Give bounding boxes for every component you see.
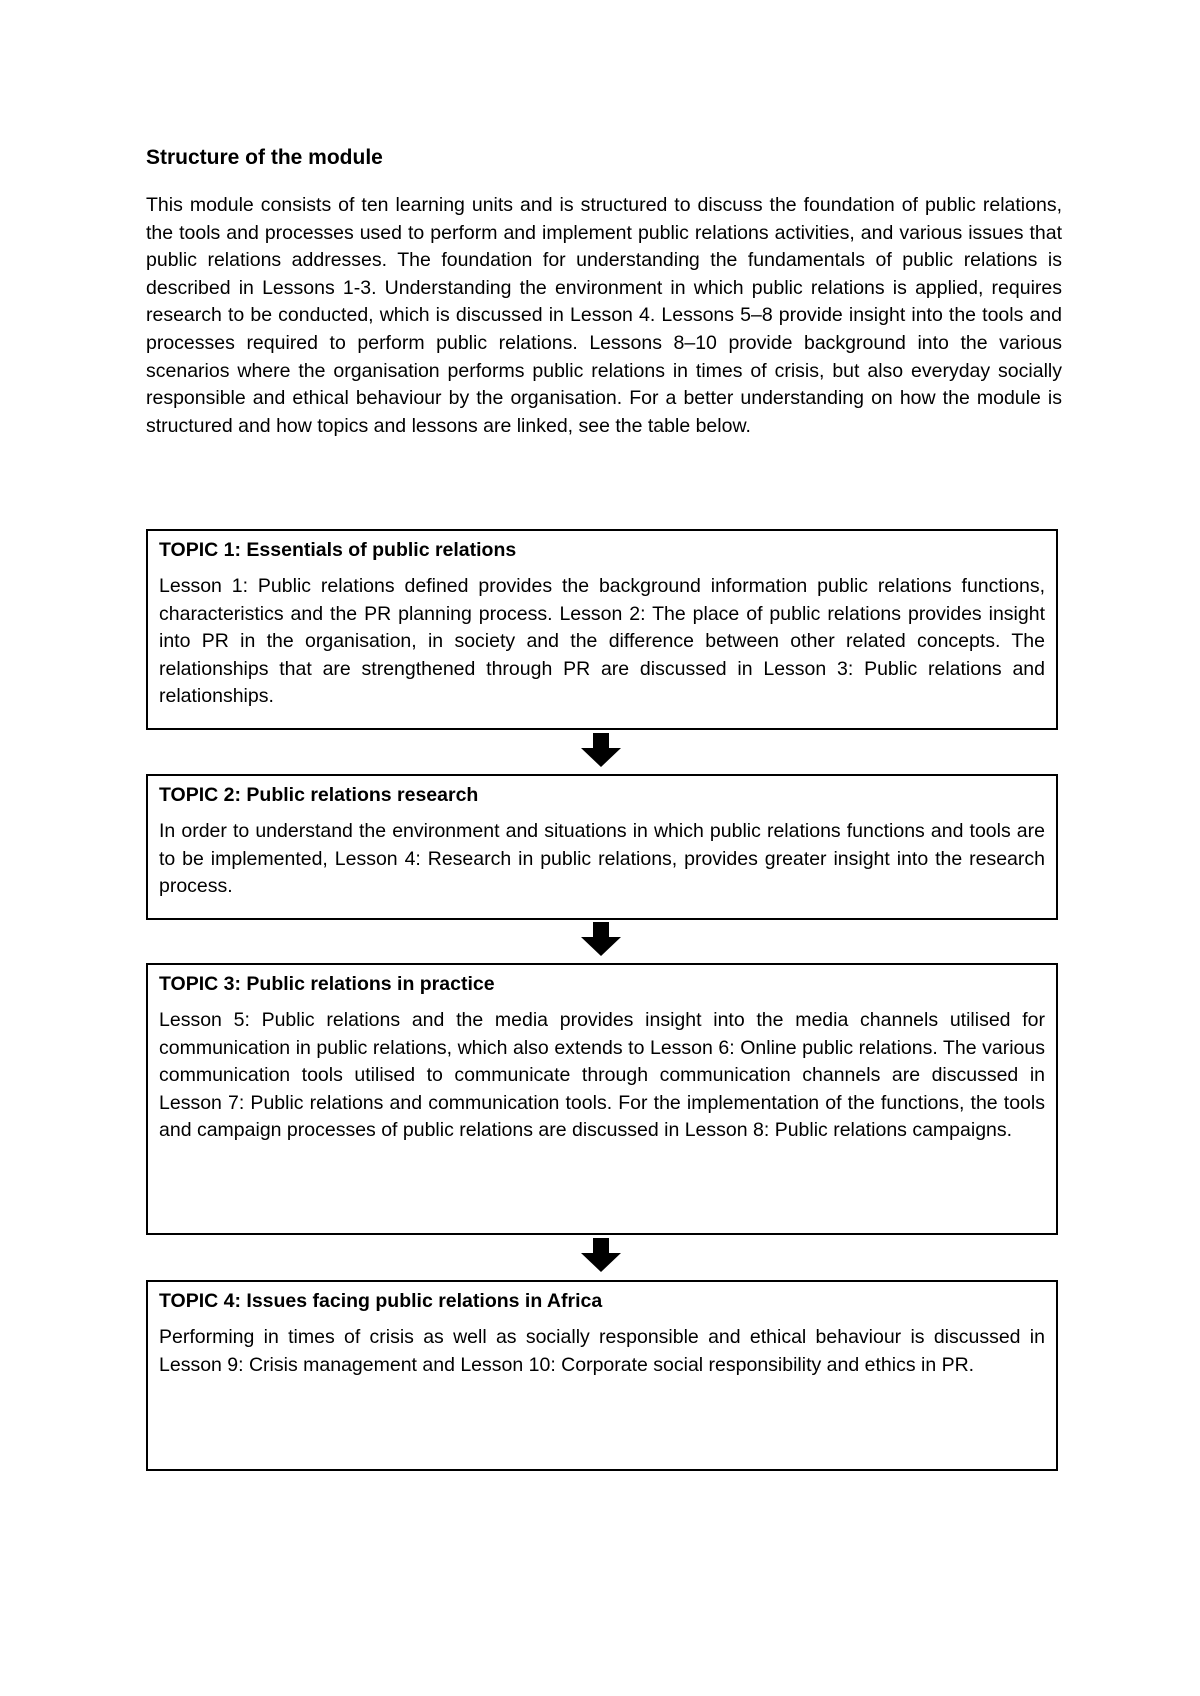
- topic-2-title: TOPIC 2: Public relations research: [159, 784, 479, 806]
- topic-2-box: [146, 774, 1058, 920]
- topic-1-box: [146, 529, 1058, 730]
- topic-1-title: TOPIC 1: Essentials of public relations: [159, 539, 517, 561]
- down-arrow-icon: [581, 922, 621, 956]
- section-heading: Structure of the module: [146, 146, 383, 169]
- topic-4-text: Performing in times of crisis as well as socially responsible and ethical behaviour is discussed in Lesson 9: Crisis management and Lesson 10: Corporate social responsibility and ethics in PR.: [159, 1326, 1045, 1376]
- topic-4-box: [146, 1280, 1058, 1471]
- intro-paragraph: This module consists of ten learning units and is structured to discuss the foundation of public relations, the tools and processes used to perform and implement public relations activities, and various issues that public relations addresses. The foundation for understanding the fundamentals of public relations is described in Lessons 1-3. Understanding the environment in which public relations is applied, requires research to be conducted, which is discussed in Lesson 4. Lessons 5–8 provide insight into the tools and processes required to perform public relations. Lessons 8–10 provide background into the various scenarios where the organisation performs public relations in times of crisis, but also everyday socially responsible and ethical behaviour by the organisation. For a better understanding on how the module is structured and how topics and lessons are linked, see the table below.: [146, 194, 1062, 437]
- topic-3-box: [146, 963, 1058, 1235]
- topic-4-title: TOPIC 4: Issues facing public relations in Africa: [159, 1290, 603, 1312]
- down-arrow-icon: [581, 733, 621, 767]
- topic-3-title: TOPIC 3: Public relations in practice: [159, 973, 495, 995]
- topic-3-text: Lesson 5: Public relations and the media provides insight into the media channels utilised for communication in public relations, which also extends to Lesson 6: Online public relations. The various communication tools utilised to communicate through communication channels are discussed in Lesson 7: Public relations and communication tools. For the implementation of the functions, the tools and campaign processes of public relations are discussed in Lesson 8: Public relations campaigns.: [159, 1009, 1045, 1142]
- down-arrow-icon: [581, 1238, 621, 1272]
- topic-2-text: In order to understand the environment and situations in which public relations functions and tools are to be implemented, Lesson 4: Research in public relations, provides greater insight into the research process.: [159, 820, 1045, 898]
- topic-1-text: Lesson 1: Public relations defined provides the background information public relations functions, characteristics and the PR planning process. Lesson 2: The place of public relations provides insight into PR in the organisation, in society and the difference between other related concepts. The relationships that are strengthened through PR are discussed in Lesson 3: Public relations and relationships.: [159, 575, 1045, 708]
